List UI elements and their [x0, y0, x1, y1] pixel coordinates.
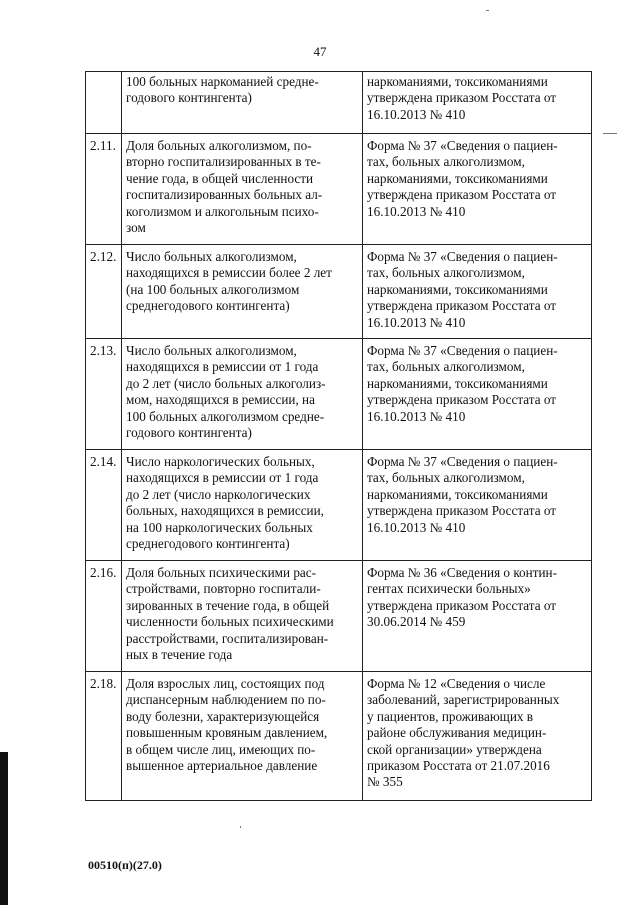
row-description: Доля взрослых лиц, состоящих под диспансерным наблюдением по по- воду болезни, характеризующейся повышенным кровяным давлением, в общем числе лиц, имеющих по- вышенное артериальное давление: [122, 672, 363, 801]
table-row: [86, 245, 592, 339]
row-description: Число больных алкоголизмом, находящихся в ремиссии от 1 года до 2 лет (число больных алкоголиз- мом, находящихся в ремиссии, на 100 больных алкоголизмом средне- годового контингента): [122, 339, 363, 450]
table-row: [86, 339, 592, 450]
row-description: Число наркологических больных, находящихся в ремиссии от 1 года до 2 лет (число наркологических больных, находящихся в ремиссии, на 100 наркологических больных среднегодового контингента): [122, 450, 363, 561]
row-description: 100 больных наркоманией средне- годового контингента): [122, 72, 363, 134]
row-number: 2.11.: [86, 134, 122, 245]
row-source: Форма № 12 «Сведения о числе заболеваний, зарегистрированных у пациентов, проживающих в районе обслуживания медицин- ской организации» утверждена приказом Росстата от 21.07.2016 № 355: [363, 672, 592, 801]
row-source: наркоманиями, токсикоманиями утверждена приказом Росстата от 16.10.2013 № 410: [363, 72, 592, 134]
table-row: [86, 450, 592, 561]
row-source: Форма № 37 «Сведения о пациен- тах, больных алкоголизмом, наркоманиями, токсикоманиями утверждена приказом Росстата от 16.10.2013 № 410: [363, 450, 592, 561]
scan-speck: [603, 133, 617, 134]
row-source: Форма № 37 «Сведения о пациен- тах, больных алкоголизмом, наркоманиями, токсикоманиями утверждена приказом Росстата от 16.10.2013 № 410: [363, 245, 592, 339]
row-description: Доля больных алкоголизмом, по- вторно госпитализированных в те- чение года, в общей численности госпитализированных больных ал- коголизмом и алкогольным психо- зом: [122, 134, 363, 245]
row-source: Форма № 36 «Сведения о контин- гентах психически больных» утверждена приказом Росстата от 30.06.2014 № 459: [363, 561, 592, 672]
row-number: 2.14.: [86, 450, 122, 561]
indicator-table: [85, 71, 592, 801]
row-source: Форма № 37 «Сведения о пациен- тах, больных алкоголизмом, наркоманиями, токсикоманиями утверждена приказом Росстата от 16.10.2013 № 410: [363, 339, 592, 450]
scan-edge-shadow: [0, 752, 8, 905]
table-row: [86, 561, 592, 672]
scan-speck: [486, 10, 489, 11]
table-row: [86, 672, 592, 801]
row-source: Форма № 37 «Сведения о пациен- тах, больных алкоголизмом, наркоманиями, токсикоманиями утверждена приказом Росстата от 16.10.2013 № 410: [363, 134, 592, 245]
row-number: [86, 72, 122, 134]
row-number: 2.18.: [86, 672, 122, 801]
row-description: Доля больных психическими рас- стройствами, повторно госпитали- зированных в течение года, в общей численности больных психическими расстройствами, госпитализирован- ных в течение года: [122, 561, 363, 672]
row-number: 2.12.: [86, 245, 122, 339]
row-number: 2.16.: [86, 561, 122, 672]
row-number: 2.13.: [86, 339, 122, 450]
page-number: 47: [313, 44, 327, 59]
footer-document-code: 00510(п)(27.0): [88, 858, 162, 872]
row-description: Число больных алкоголизмом, находящихся в ремиссии более 2 лет (на 100 больных алкоголизмом среднегодового контингента): [122, 245, 363, 339]
scan-speck: [240, 826, 241, 828]
table-row: [86, 72, 592, 134]
table-row: [86, 134, 592, 245]
